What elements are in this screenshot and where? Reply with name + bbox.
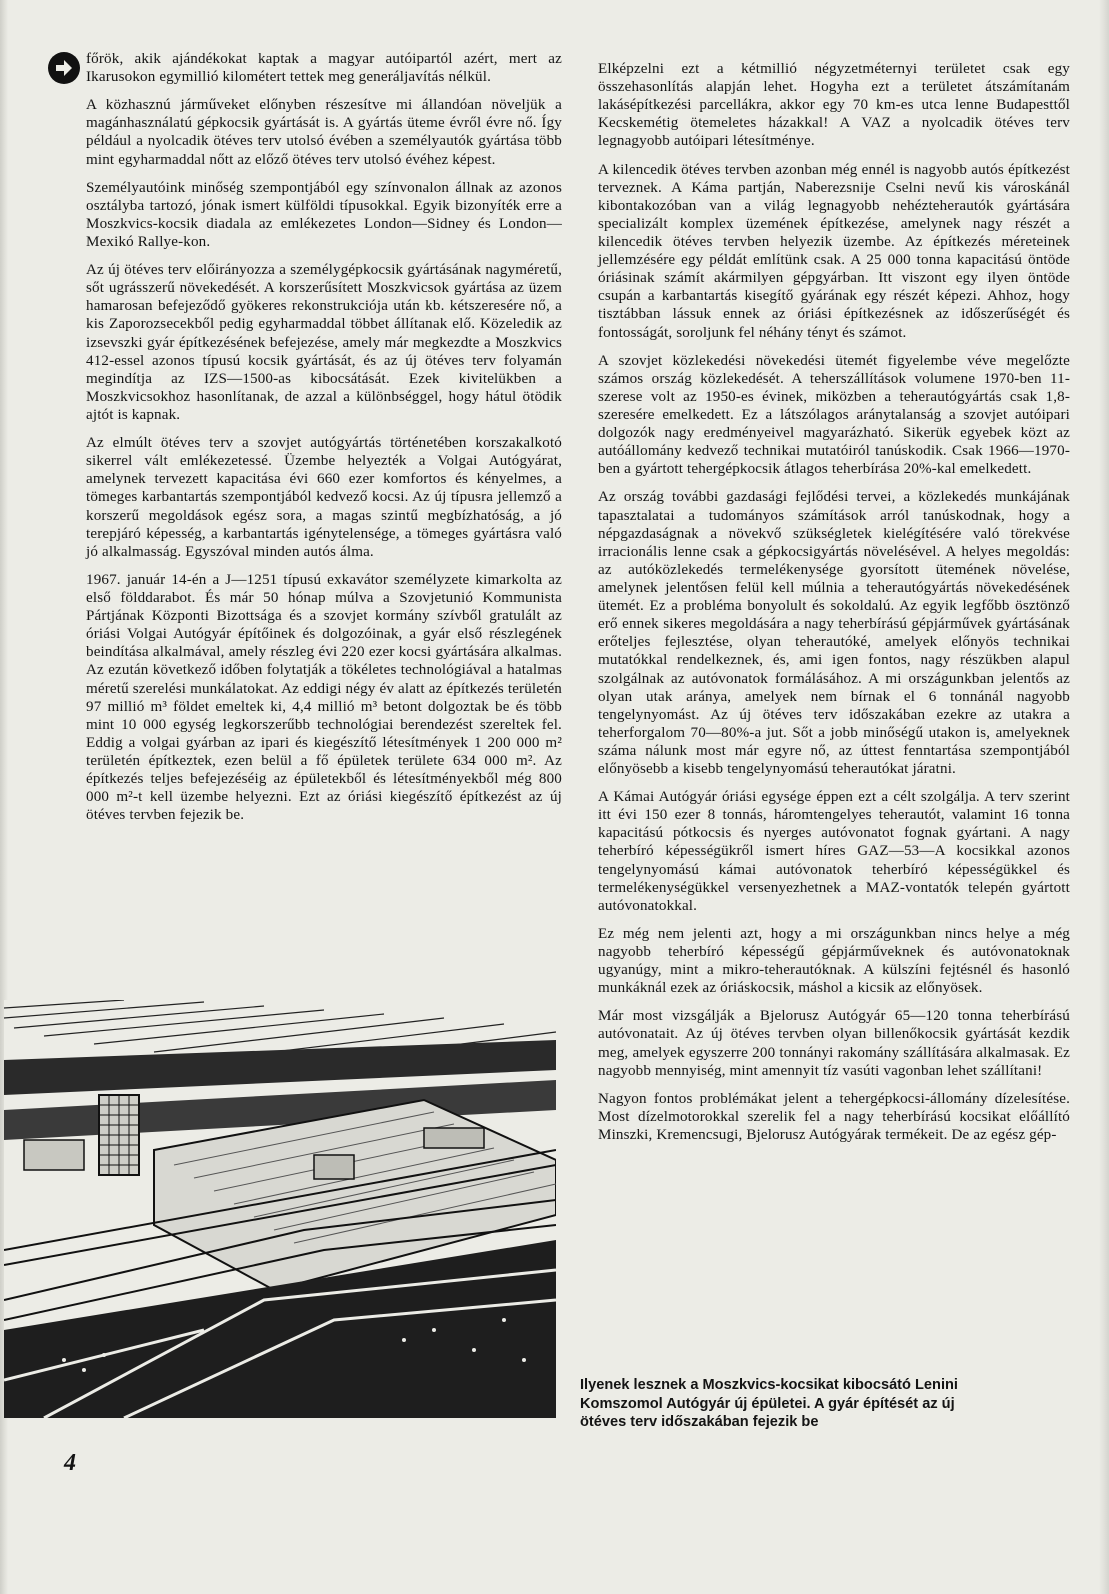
paragraph: A közhasznú járműveket előnyben részesítve mi állandóan növeljük a magánhasználatú gépkocsik gyártását is. A gyártás üteme évről évre nő. Így például a nyolcadik ötéves terv utolsó évében a személyautók gyártása több mint egyharmaddal nőtt az előző ötéves terv utolsó évéhez képest.	[86, 97, 562, 168]
paragraph: Az elmúlt ötéves terv a szovjet autógyártás történetében korszakalkotó sikerrel vált emlékezetessé. Üzembe helyezték a Volgai Autógyárat, amelynek tervezett kapacitása évi 660 ezer komfortos és kényelmes, a tömeges karbantartás szempontjából kedvező kocsi. Az új típusra jellemző a korszerű megoldások egész sora, a magas szintű megbízhatóság, a jó terepjáró képesség, a karbantartás igénytelensége, a tömeges gyártásra való jó alkalmasság. Egyszóval minden autós álma.	[86, 435, 562, 560]
paragraph: A kilencedik ötéves tervben azonban még ennél is nagyobb autós építkezést terveznek. A Káma partján, Naberezsnije Cselni nevű kis városkánál kibontakozóban van a világ legnagyobb nehézteherautók gyártására specializált komplex üzemének építkezése, amelynek nagy részét a kilencedik ötéves tervben helyezik üzembe. Az építkezés méreteinek jellemzésére egy példát említünk csak. A 25 000 tonna kapacitású öntöde óriásinak számít akármilyen gépgyárban. Itt viszont egy ilyen öntöde csupán a karbantartás kisegítő gyárának egy részét képezi. Ahhoz, hogy tisztábban lássuk ennek az óriási építkezésnek az időszerűségét és fontosságát, soroljunk fel néhány tényt és számot.	[598, 161, 1070, 341]
paragraph: Elképzelni ezt a kétmillió négyzetméternyi területet csak egy összehasonlítás alapján lehet. Hogyha ezt a területet átszámítanám lakásépítkezési parcellákra, akkor egy 70 km-es utca lenne Budapesttől Kecskemétig ötemeletes házakkal! A VAZ a nyolcadik ötéves terv legnagyobb autóipari létesítménye.	[598, 61, 1070, 150]
paragraph: 1967. január 14-én a J—1251 típusú exkavátor személyzete kimarkolta az első földdarabot. És már 50 hónap múlva a Szovjetunió Kommunista Pártjának Központi Bizottsága és a szovjet kormány szívből gratulált az óriási Volgai Autógyár építőinek és dolgozóinak, a gyár első részlegének beindítása alkalmával, amely részleg évi 220 ezer kocsi gyártására alkalmas. Az ezután következő időben folytatják a tökéletes technológiával a hatalmas méretű szerelési munkálatokat. Az eddigi négy év alatt az építkezés területén 97 millió m³ földet emeltek ki, 4,4 millió m³ betont dolgoztak be és több mint 10 000 egység legkorszerűbb technológiai berendezést szereltek fel. Eddig a volgai gyárban az ipari és kiegészítő létesítmények 1 200 000 m² területén építkeztek, ezen belül a fő épületek területe 634 000 m². Az építkezés teljes befejezéséig az épületekből és létesítményekből még 800 000 m²-t kell üzembe helyezni. Ezt az óriási kiegészítő építkezést az új ötéves tervben fejezik be.	[86, 571, 562, 824]
left-text-column	[86, 50, 562, 834]
paragraph: Az új ötéves terv előirányozza a személygépkocsik gyártásának nagyméretű, sőt ugrásszerű növekedését. A korszerűsített Moszkvicsok gyártása az üzem hamarosan befejeződő gyökeres rekonstrukciója után kb. kétszeresére nő, a kis Zaporozsecekből pedig egyharmaddal többet állítanak elő. Közeledik az izsevszki gyár építkezésének befejezése, amely már megkezdte a Moszkvics 412-essel azonos típusú kocsik gyártását, és az új ötéves terv folyamán megindítja az IZS—1500-as kibocsátását. Ezek kivitelükben a Moszkvicsokhoz hasonlítanak, de azzal a különbséggel, hogy hátul ötödik ajtót is kapnak.	[86, 262, 562, 423]
paragraph: Személyautóink minőség szempontjából egy színvonalon állnak az azonos osztályba tartozó, jónak ismert külföldi típusokkal. Egyik bizonyíték erre a Moszkvics-kocsik diadala az emlékezetes London—Sidney és London—Mexikó Rallye-kon.	[86, 179, 562, 250]
page-number: 4	[64, 1450, 76, 1476]
illustration-caption: Ilyenek lesznek a Moszkvics-kocsikat kibocsátó Lenini Komszomol Autógyár új épületei. A gyár építését az új ötéves terv időszakában fejezik be	[580, 1377, 958, 1431]
arrow-right-icon	[48, 52, 80, 84]
paragraph: Ez még nem jelenti azt, hogy a mi országunkban nincs helye a még nagyobb teherbíró képességű gépjárműveknek és autóvonatoknak ugyanúgy, mint a mikro-teherautóknak. A külszíni fejtésnél és hasonló munkáknál ezek az óriáskocsik, máshol a kicsik az előnyösek.	[598, 925, 1070, 997]
paragraph: A szovjet közlekedési növekedési ütemét figyelembe véve megelőzte számos ország közlekedését. A teherszállítások volumene 1970-ben 11-szerese volt az 1950-es évinek, miközben a teherautógyártás csak 1,8-szeresére emelkedett. Ez a látszólagos aránytalanság a szovjet autóipari dolgozók nagy eredményeivel magyarázható. Sikerük egyebek közt az autóállomány kedvező technikai mutatóiról tanúskodik. Csak 1966—1970-ben a gyártott tehergépkocsik átlagos teherbírása 20%-kal emelkedett.	[598, 352, 1070, 478]
page-edge-shadow-right	[1099, 0, 1109, 1594]
paragraph: A Kámai Autógyár óriási egysége éppen ezt a célt szolgálja. A terv szerint itt évi 150 ezer 8 tonnás, háromtengelyes teherautót, valamint 16 tonna kapacitású pótkocsis és nyerges autóvonatot fognak gyártani. A nagy teherbíró képességükről ismert híres GAZ—53—A kocsikkal azonos tengelynyomású kámai autóvonatok teherbíró képességükkel és termelékenységükkel versenyezhetnek a MAZ-vontatók telepén gyártott autóvonatokkal.	[598, 789, 1070, 914]
right-text-column	[598, 60, 1070, 1154]
paragraph: Már most vizsgálják a Bjelorusz Autógyár 65—120 tonna teherbírású autóvonatait. Az új ötéves tervben olyan billenőkocsik gyártását kezdik meg, amelyek egyszerre 200 tonnányi rakomány szállítására alkalmasak. Ez nagyobb mennyiség, mint amennyit tíz vasúti vagonban lehet szállítani!	[598, 1008, 1070, 1079]
paragraph: Az ország további gazdasági fejlődési tervei, a közlekedés munkájának tapasztalatai a tudományos számítások arról tanúskodnak, hogy a népgazdaságnak a növekvő szükségletek kielégítésére való törekvése irracionális lenne csak a gépkocsigyártás növelésével. A helyes megoldás: az autóközlekedés termelékenysége gyorsított ütemének növelése, amelynek jelentősen felül kell múlnia a teherautógyártás növekedésének ütemét. Ez a probléma bonyolult és sokoldalú. Az egyik legfőbb ösztönző erő ennek sikeres megoldására a nagy teherbírású gépjárművek gyártásának erőteljes fejlesztése, olyan teherautóké, amelyek előnyös technikai mutatókkal rendelkeznek, és, ami igen fontos, nagy részükben alapul szolgálnak az autóvonatok formálásához. A mi országunkban jelentős az olyan utak aránya, amelyek nem bírnak el 6 tonnánál nagyobb tengelynyomást. Az új ötéves terv időszakában ezekre az utakra a teherforgalom 70—80%-a jut. Sőt a jobb minőségű utakon is, amelyeknek száma nálunk most már egyre nő, az úttest fenntartása szempontjából előnyösebb a kisebb tengelynyomású teherautókat járatni.	[598, 489, 1070, 778]
factory-aerial-illustration	[4, 1000, 556, 1418]
paragraph: főrök, akik ajándékokat kaptak a magyar autóipartól azért, mert az Ikarusokon egymillió kilométert tettek meg generáljavítás nélkül.	[86, 51, 562, 86]
paragraph: Nagyon fontos problémákat jelent a tehergépkocsi-állomány dízelesítése. Most dízelmotorokkal szerelik fel a nagy teherbírású kocsikat előállító Minszki, Kremencsugi, Bjelorusz Autógyárak termékeit. De az egész gép-	[598, 1090, 1070, 1144]
